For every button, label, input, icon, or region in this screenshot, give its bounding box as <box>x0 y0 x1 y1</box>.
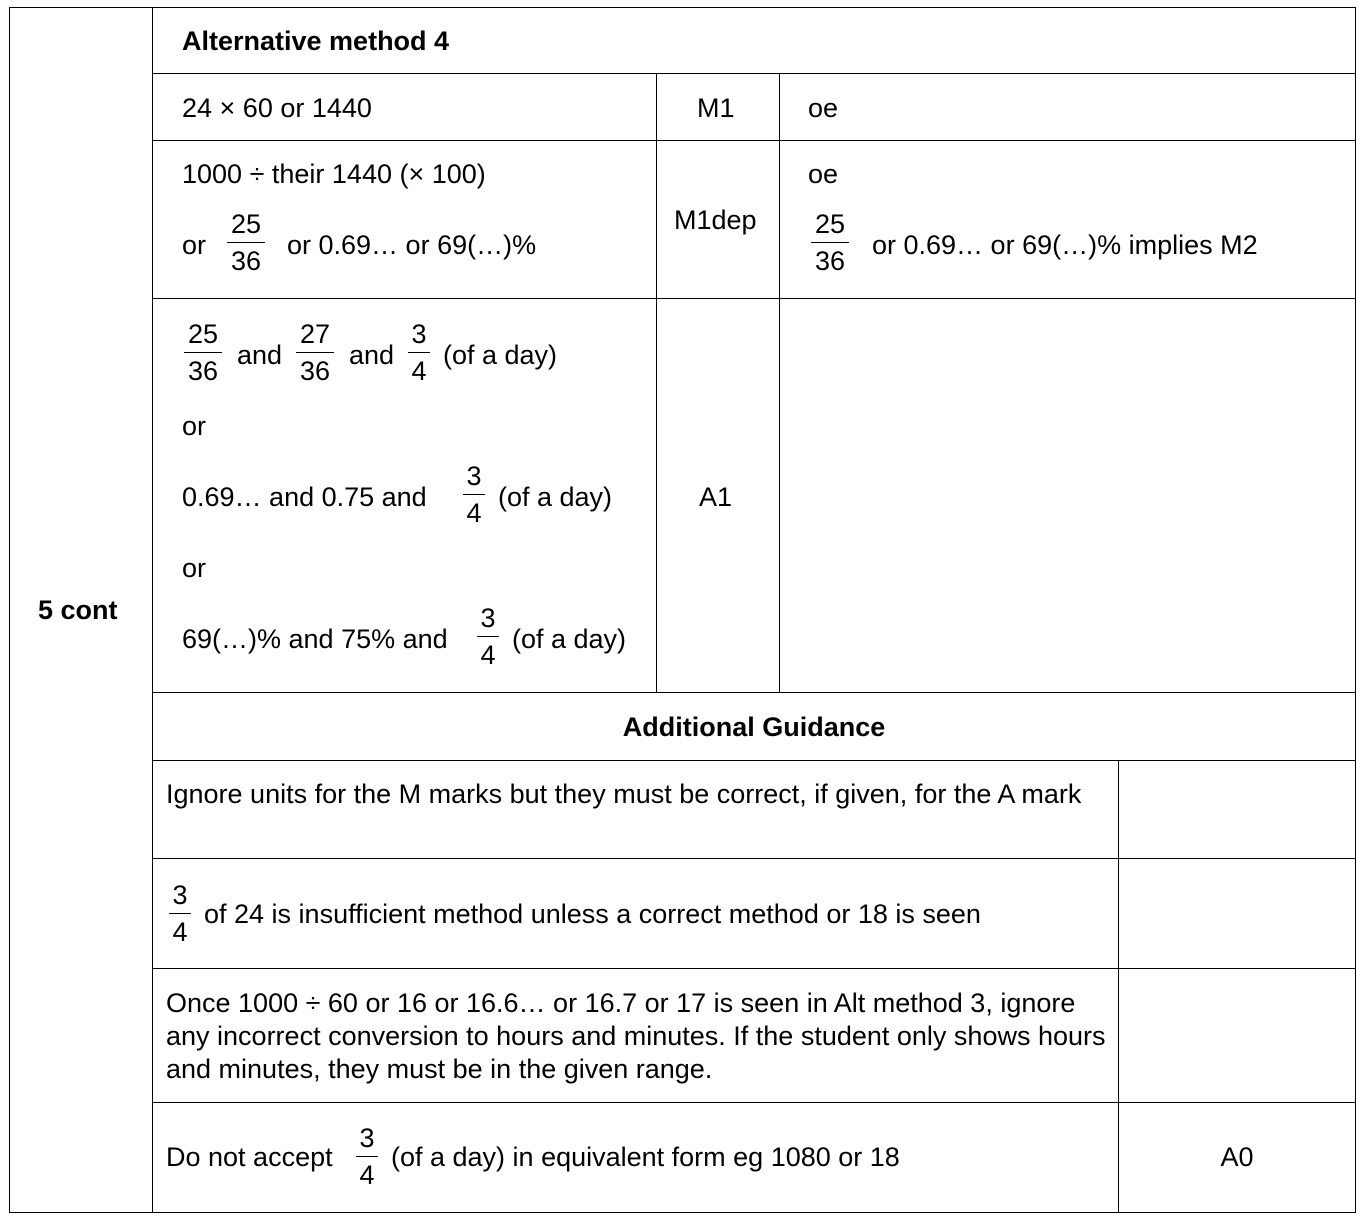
table-border-top <box>9 7 1356 8</box>
fraction-bar <box>477 636 499 637</box>
fraction-denominator: 36 <box>299 356 331 386</box>
fraction-denominator: 4 <box>172 917 188 947</box>
table-border-left <box>9 7 10 1213</box>
fraction <box>227 209 265 276</box>
answer-text: 69(…)% and 75% and <box>182 624 448 654</box>
fraction-bar <box>408 352 430 353</box>
comment-text: oe <box>808 159 839 189</box>
fraction <box>477 603 499 670</box>
fraction-denominator: 4 <box>411 356 427 386</box>
fraction-bar <box>184 352 222 353</box>
row-divider <box>152 968 1356 969</box>
fraction <box>184 319 222 386</box>
fraction-numerator: 27 <box>299 319 331 349</box>
fraction <box>296 319 334 386</box>
fraction <box>811 209 849 276</box>
answer-text: (of a day) <box>443 340 558 370</box>
answer-or: or <box>182 411 207 441</box>
mark-label: M1 <box>697 93 735 123</box>
guidance-text: Once 1000 ÷ 60 or 16 or 16.6… or 16.7 or 17 is seen in Alt method 3, ignore any incorrect conversion to hours and minutes. If the student only shows hours and minutes, they must be in the given range. <box>166 988 1106 1084</box>
comment-text: or 0.69… or 69(…)% implies M2 <box>872 230 1258 260</box>
guidance-text: of 24 is insufficient method unless a correct method or 18 is seen <box>204 899 981 929</box>
mark-label: A1 <box>699 482 733 512</box>
fraction-denominator: 36 <box>814 246 846 276</box>
fraction-denominator: 4 <box>480 640 496 670</box>
fraction-bar <box>296 352 334 353</box>
guidance-text: Do not accept <box>166 1142 333 1172</box>
row-divider <box>152 73 1356 74</box>
fraction-bar <box>463 494 485 495</box>
row-divider <box>152 760 1356 761</box>
column-divider <box>779 73 780 693</box>
fraction-denominator: 4 <box>466 498 482 528</box>
method-heading: Alternative method 4 <box>182 26 450 56</box>
fraction <box>169 880 191 947</box>
guidance-text: Ignore units for the M marks but they must be correct, if given, for the A mark <box>166 779 1082 809</box>
fraction-bar <box>811 242 849 243</box>
fraction-numerator: 3 <box>466 461 482 491</box>
fraction <box>463 461 485 528</box>
answer-text: and <box>349 340 395 370</box>
row-divider <box>152 858 1356 859</box>
row-divider <box>152 140 1356 141</box>
fraction-numerator: 3 <box>411 319 427 349</box>
mark-label: M1dep <box>674 205 757 235</box>
answer-or: or <box>182 553 207 583</box>
answer-text: (of a day) <box>512 624 627 654</box>
fraction-numerator: 25 <box>187 319 219 349</box>
table-border-bottom <box>9 1212 1356 1213</box>
table-border-right <box>1355 7 1356 1213</box>
answer-text: (of a day) <box>498 482 613 512</box>
row-divider <box>152 298 1356 299</box>
answer-text: 24 × 60 or 1440 <box>182 93 372 123</box>
fraction-bar <box>169 913 191 914</box>
fraction-denominator: 4 <box>359 1160 375 1190</box>
fraction-numerator: 3 <box>359 1123 375 1153</box>
fraction-numerator: 25 <box>230 209 262 239</box>
guidance-mark: A0 <box>1220 1142 1254 1172</box>
guidance-heading: Additional Guidance <box>622 712 886 742</box>
comment-text: oe <box>808 93 839 123</box>
fraction-denominator: 36 <box>187 356 219 386</box>
fraction <box>356 1123 378 1190</box>
answer-text: or 0.69… or 69(…)% <box>287 230 537 260</box>
fraction <box>408 319 430 386</box>
column-divider <box>152 7 153 1213</box>
guidance-text: (of a day) in equivalent form eg 1080 or 18 <box>391 1142 900 1172</box>
question-label: 5 cont <box>38 595 118 625</box>
fraction-denominator: 36 <box>230 246 262 276</box>
answer-text: 1000 ÷ their 1440 (× 100) <box>182 159 486 189</box>
row-divider <box>152 1102 1356 1103</box>
answer-text: 0.69… and 0.75 and <box>182 482 427 512</box>
fraction-bar <box>227 242 265 243</box>
row-divider <box>152 692 1356 693</box>
fraction-numerator: 3 <box>480 603 496 633</box>
column-divider <box>656 73 657 693</box>
fraction-numerator: 25 <box>814 209 846 239</box>
fraction-bar <box>356 1156 378 1157</box>
fraction-numerator: 3 <box>172 880 188 910</box>
answer-or: or <box>182 230 207 260</box>
answer-text: and <box>237 340 283 370</box>
